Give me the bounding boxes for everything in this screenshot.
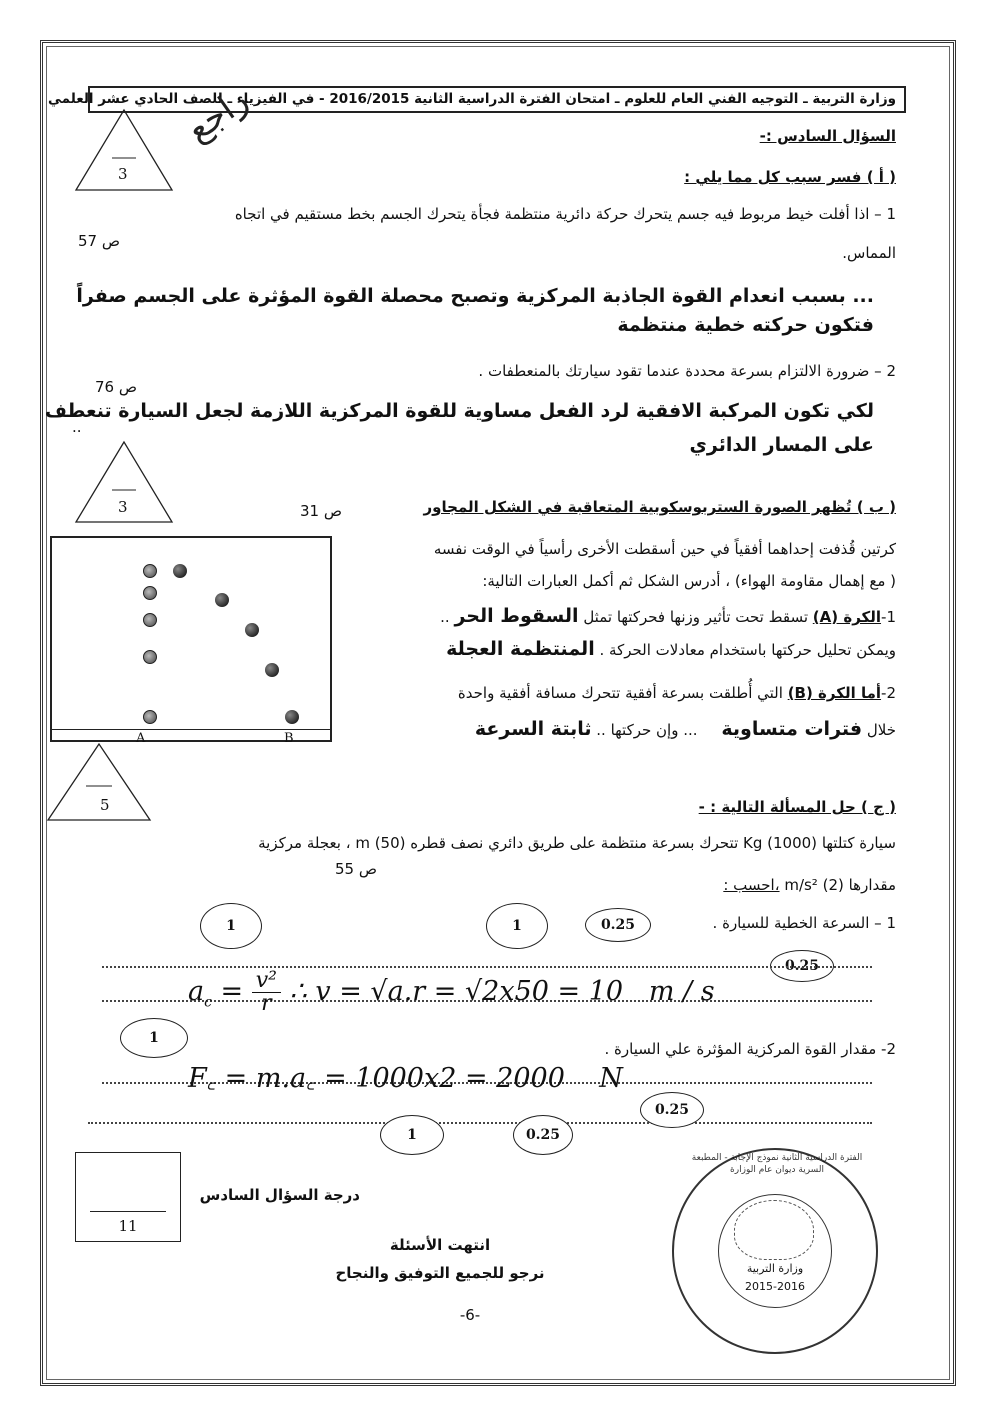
part-b-statement2-line2 bbox=[475, 718, 896, 740]
equation-1: $a_c$ = $\frac{\text{v²}}{r}$ ∴ v = √a.r = √2x50 = 10 m / s bbox=[188, 968, 715, 1016]
s1-answer: السقوط الحر bbox=[454, 605, 579, 627]
s2-answer2: ثابتة السرعة bbox=[474, 718, 592, 740]
wish-text: نرجو للجميع التوفيق والنجاح bbox=[335, 1264, 545, 1282]
mark-bubble: 1 bbox=[120, 1018, 188, 1058]
part-b-statement2 bbox=[458, 684, 896, 702]
stamp-text: الفترة الدراسية الثانية نموذج الإجابة - المطبعة السرية ديوان عام الوزارة bbox=[691, 1153, 863, 1175]
s1-dots: .. bbox=[440, 608, 450, 626]
ball-b bbox=[215, 593, 229, 607]
score-triangle-c bbox=[46, 742, 152, 822]
answer-line bbox=[88, 1122, 872, 1124]
label-a: A bbox=[136, 731, 146, 746]
mark-bubble: 1 bbox=[200, 903, 262, 949]
part-b-statement1-line2 bbox=[446, 638, 896, 660]
part-c-q1: 1 – السرعة الخطية للسيارة . bbox=[712, 914, 896, 932]
eq1-lhs: a bbox=[188, 976, 205, 1007]
end-text: انتهت الأسئلة bbox=[389, 1236, 491, 1254]
mark-bubble: 1 bbox=[486, 903, 548, 949]
ball-a bbox=[143, 710, 157, 724]
s1-label: الكرة (A) bbox=[812, 608, 882, 626]
eq1-fraction bbox=[252, 970, 281, 1015]
acceleration-value: مقدارها m/s² (2) bbox=[784, 876, 896, 894]
stroboscopic-figure bbox=[50, 536, 332, 746]
part-a-q1: 1 – اذا أفلت خيط مربوط فيه جسم يتحرك حركة دائرية منتظمة فجأة يتحرك الجسم بخط مستقيم في اتجاه bbox=[234, 205, 896, 223]
part-b-intro1: كرتين قُذفت إحداهما أفقياً في حين أسقطت الأخرى رأسياً في الوقت نفسه bbox=[433, 540, 896, 558]
s1-text: تسقط تحت تأثير وزنها فحركتها تمثل bbox=[583, 608, 809, 626]
part-c-text1: سيارة كتلتها Kg (1000) تتحرك بسرعة منتظمة على طريق دائري نصف قطره m (50) ، بعجلة مركزية bbox=[258, 834, 896, 852]
exam-header: وزارة التربية ـ التوجيه الفني العام للعلوم ـ امتحان الفترة الدراسية الثانية 2016/2015 - في الفيزياء ـ للصف الحادي عشر العلمي bbox=[88, 86, 906, 113]
part-b-page: ص 31 bbox=[300, 502, 342, 520]
mark-bubble: 1 bbox=[380, 1115, 444, 1155]
ball-a bbox=[143, 613, 157, 627]
part-c-text2 bbox=[723, 876, 896, 894]
part-b-title: ( ب ) تُظهر الصورة الستربوسكوبية المتعاقبة في الشكل المجاور bbox=[423, 498, 896, 516]
ball-a bbox=[143, 650, 157, 664]
part-a-answer1-line1: ... بسبب انعدام القوة الجاذبة المركزية وتصبح محصلة القوة المؤثرة على الجسم صفراً bbox=[76, 285, 874, 307]
ball-a bbox=[143, 586, 157, 600]
page-number: -6- bbox=[459, 1306, 481, 1324]
s2-label: أما الكرة (B) bbox=[787, 684, 882, 702]
s2-text: التي أُطلقت بسرعة أفقية تتحرك مسافة أفقية واحدة bbox=[457, 684, 783, 702]
stamp-inner: وزارة التربية bbox=[746, 1262, 804, 1275]
part-a-answer1-line2: فتكون حركته خطية منتظمة bbox=[617, 314, 874, 336]
calculate-label: ،احسب : bbox=[723, 876, 780, 894]
mark-bubble: 0.25 bbox=[770, 950, 834, 982]
mark-bubble: 0.25 bbox=[585, 908, 651, 942]
part-a-dots: .. bbox=[72, 418, 82, 436]
answer-line bbox=[102, 966, 872, 968]
part-a-title: ( أ ) فسر سبب كل مما يلي : bbox=[684, 168, 896, 186]
ball-b bbox=[265, 663, 279, 677]
ball-b bbox=[285, 710, 299, 724]
stamp-year: 2015-2016 bbox=[745, 1280, 805, 1293]
s1-answer2: المنتظمة العجلة bbox=[446, 638, 595, 660]
part-a-q2: 2 – ضرورة الالتزام بسرعة محددة عندما تقود سيارتك بالمنعطفات . bbox=[478, 362, 896, 380]
ball-a bbox=[143, 564, 157, 578]
score-b: 3 bbox=[118, 498, 128, 516]
eq2-unit: N bbox=[599, 1063, 623, 1094]
s1-line2: ويمكن تحليل حركتها باستخدام معادلات الحركة . bbox=[599, 641, 896, 659]
eq1-num: v² bbox=[252, 970, 281, 993]
equation-2 bbox=[188, 1058, 623, 1095]
part-c-q2: 2- مقدار القوة المركزية المؤثرة علي السيارة . bbox=[604, 1040, 896, 1058]
ball-b bbox=[173, 564, 187, 578]
eq1-rest: ∴ v = √a.r = √2x50 = 10 bbox=[289, 976, 624, 1007]
s1-prefix: 1- bbox=[881, 608, 896, 626]
official-stamp bbox=[672, 1148, 878, 1354]
s2-khilal: خلال bbox=[866, 721, 896, 739]
score-a: 3 bbox=[118, 165, 128, 183]
grade-total: 11 bbox=[118, 1217, 138, 1235]
label-b: B bbox=[284, 731, 294, 746]
part-b-intro2: ( مع إهمال مقاومة الهواء) ، أدرس الشكل ثم أكمل العبارات التالية: bbox=[482, 572, 896, 590]
mark-bubble: 0.25 bbox=[513, 1115, 573, 1155]
part-a-q2-page: ص 76 bbox=[95, 378, 137, 396]
part-b-statement1 bbox=[440, 605, 896, 627]
part-a-q1-cont: المماس. bbox=[842, 244, 896, 262]
score-c: 5 bbox=[100, 796, 110, 814]
mark-bubble: 0.25 bbox=[640, 1092, 704, 1128]
emblem-icon bbox=[734, 1200, 814, 1260]
eq2: F꜀ = m.a꜀ = 1000x2 = 2000 bbox=[188, 1063, 565, 1094]
s2-mid: ... وإن حركتها .. bbox=[596, 721, 698, 739]
eq1-den: r bbox=[261, 991, 272, 1016]
part-a-answer2-line1: لكي تكون المركبة الافقية لرد الفعل مساوية للقوة المركزية اللازمة لجعل السيارة تنعطف bbox=[44, 400, 874, 422]
s2-prefix: 2- bbox=[881, 684, 896, 702]
part-c-title: ( ج ) حل المسألة التالية : - bbox=[698, 798, 896, 816]
part-c-page: ص 55 bbox=[335, 860, 377, 878]
part-a-answer2-line2: على المسار الدائري bbox=[689, 434, 874, 456]
grade-label: درجة السؤال السادس bbox=[199, 1186, 360, 1204]
part-a-q1-page: ص 57 bbox=[78, 232, 120, 250]
ball-b bbox=[245, 623, 259, 637]
eq1-sub: c bbox=[204, 994, 212, 1011]
ground-line bbox=[52, 729, 330, 730]
handwritten-note: راجع bbox=[179, 79, 256, 151]
s2-answer1: فترات متساوية bbox=[721, 718, 863, 740]
grade-box bbox=[75, 1152, 181, 1242]
eq1-unit: m / s bbox=[648, 976, 715, 1007]
question-title: السؤال السادس :- bbox=[759, 127, 896, 145]
